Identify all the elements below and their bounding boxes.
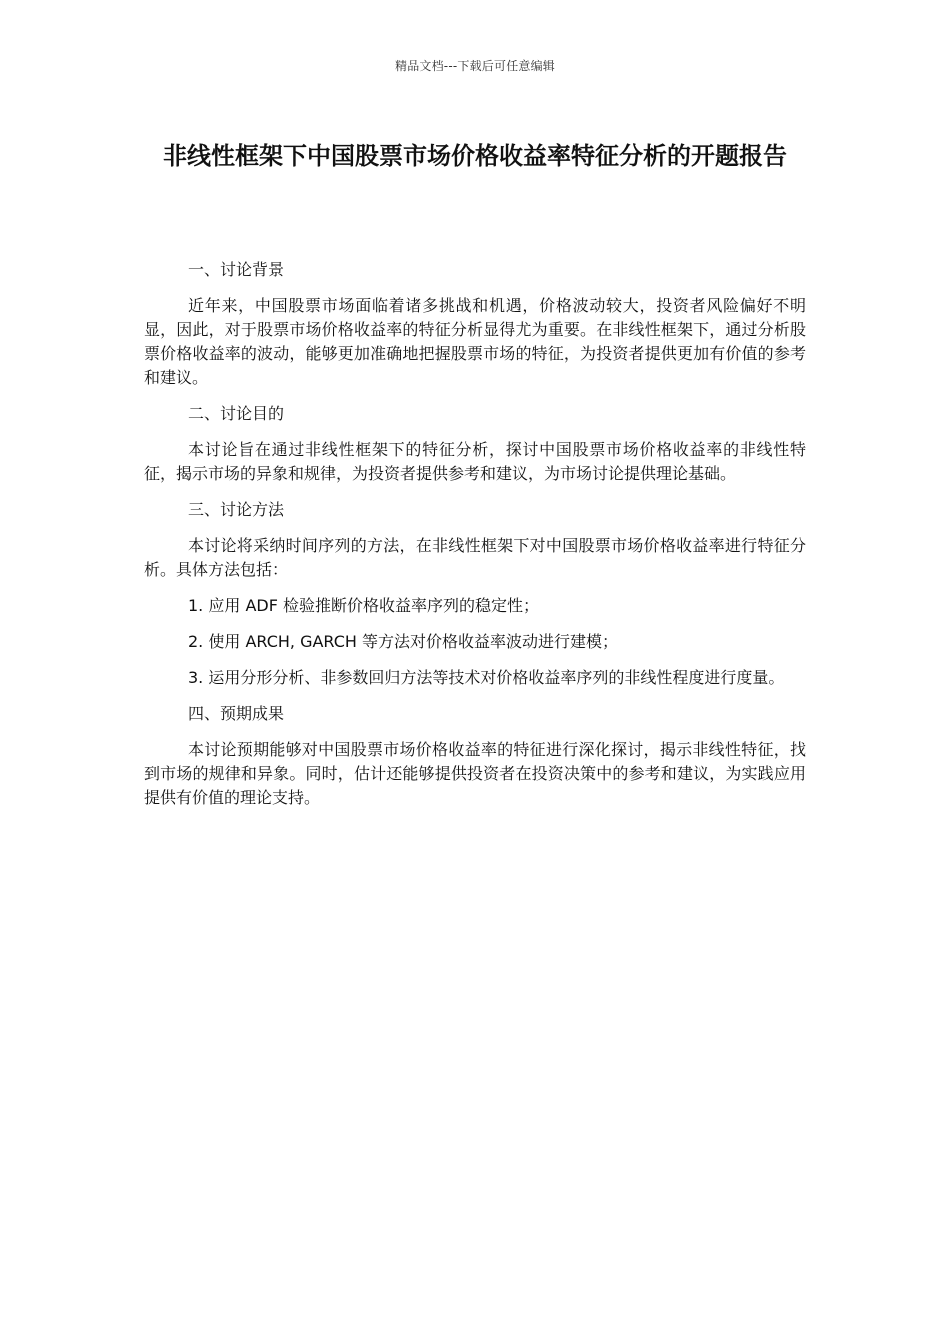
section-purpose xyxy=(144,402,806,486)
section-heading: 二、讨论目的 xyxy=(188,404,285,423)
page-header: 精品文档---下载后可任意编辑 xyxy=(395,59,555,73)
paragraph: 近年来，中国股票市场面临着诸多挑战和机遇，价格波动较大，投资者风险偏好不明显，因此，对于股票市场价格收益率的特征分析显得尤为重要。在非线性框架下，通过分析股票价格收益率的波动，能够更加准确地把握股票市场的特征，为投资者提供更加有价值的参考和建议。 xyxy=(144,296,806,387)
paragraph: 本讨论预期能够对中国股票市场价格收益率的特征进行深化探讨，揭示非线性特征，找到市场的规律和异象。同时，估计还能够提供投资者在投资决策中的参考和建议，为实践应用提供有价值的理论支持。 xyxy=(144,740,806,807)
list-item: 2. 使用 ARCH, GARCH 等方法对价格收益率波动进行建模； xyxy=(188,632,619,651)
section-heading: 三、讨论方法 xyxy=(188,500,285,519)
section-heading: 一、讨论背景 xyxy=(188,260,285,279)
section-background xyxy=(144,258,806,390)
paragraph: 本讨论旨在通过非线性框架下的特征分析，探讨中国股票市场价格收益率的非线性特征，揭示市场的异象和规律，为投资者提供参考和建议，为市场讨论提供理论基础。 xyxy=(144,440,806,483)
document-title: 非线性框架下中国股票市场价格收益率特征分析的开题报告 xyxy=(163,142,787,170)
section-expected-results xyxy=(144,702,806,810)
list-item: 3. 运用分形分析、非参数回归方法等技术对价格收益率序列的非线性程度进行度量。 xyxy=(188,668,785,687)
section-method xyxy=(144,498,806,690)
document-body xyxy=(144,258,806,822)
section-heading: 四、预期成果 xyxy=(188,704,285,723)
paragraph: 本讨论将采纳时间序列的方法，在非线性框架下对中国股票市场价格收益率进行特征分析。具体方法包括： xyxy=(144,536,806,579)
list-item: 1. 应用 ADF 检验推断价格收益率序列的稳定性； xyxy=(188,596,539,615)
